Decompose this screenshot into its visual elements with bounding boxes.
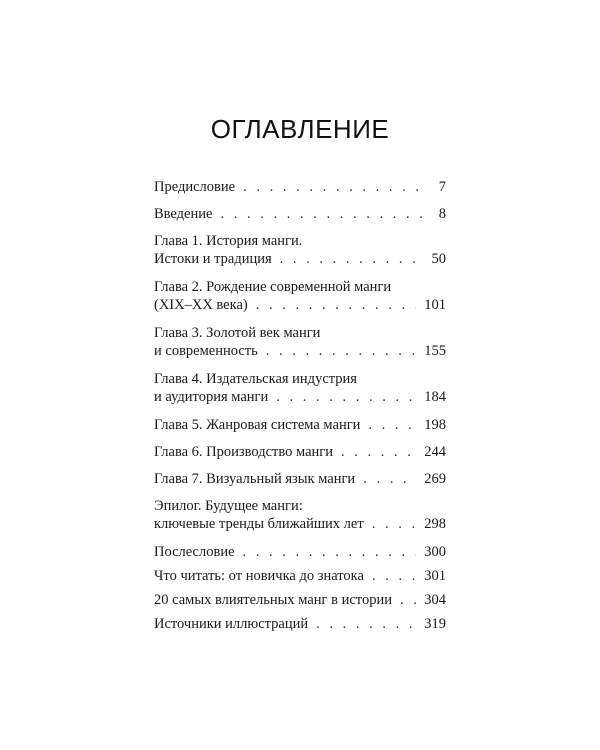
- toc-entry: [154, 567, 446, 585]
- toc-entry-row: [154, 615, 446, 633]
- toc-entry-title: Введение: [154, 206, 213, 222]
- toc-page-number: 198: [424, 417, 446, 433]
- toc-entry: [154, 232, 446, 268]
- toc-page-number: 269: [424, 471, 446, 487]
- toc-page-number: 101: [424, 297, 446, 313]
- table-of-contents: [154, 178, 446, 639]
- dot-leader: [276, 388, 416, 406]
- toc-page-number: 301: [424, 568, 446, 584]
- toc-entry-title: Послесловие: [154, 544, 235, 560]
- toc-entry-row: [154, 250, 446, 268]
- toc-page-number: 298: [424, 516, 446, 532]
- toc-entry-row: [154, 591, 446, 609]
- toc-entry-row: [154, 342, 446, 360]
- toc-entry-row: [154, 515, 446, 533]
- toc-entry-title: и современность: [154, 343, 258, 359]
- dot-leader: [400, 591, 416, 609]
- toc-entry: [154, 324, 446, 360]
- toc-entry-row: [154, 178, 446, 196]
- toc-entry-title-line: Глава 2. Рождение современной манги: [154, 279, 392, 295]
- toc-entry: [154, 591, 446, 609]
- toc-entry: [154, 443, 446, 461]
- dot-leader: [341, 443, 416, 461]
- toc-entry: [154, 178, 446, 196]
- toc-entry-title: Предисловие: [154, 179, 236, 195]
- toc-entry-title-line: Глава 4. Издательская индустрия: [154, 371, 357, 387]
- toc-entry-row: [154, 543, 446, 561]
- toc-entry: [154, 416, 446, 434]
- toc-page-number: 184: [424, 389, 446, 405]
- toc-page-number: 300: [424, 544, 446, 560]
- toc-entry: [154, 370, 446, 406]
- toc-entry-row: [154, 470, 446, 488]
- dot-leader: [372, 515, 417, 533]
- dot-leader: [266, 342, 417, 360]
- toc-entry-title: Глава 7. Визуальный язык манги: [154, 471, 356, 487]
- toc-page-number: 244: [424, 444, 446, 460]
- toc-entry-row: [154, 443, 446, 461]
- page-title: ОГЛАВЛЕНИЕ: [210, 114, 390, 144]
- toc-entry-title: и аудитория манги: [154, 389, 269, 405]
- toc-entry-row: [154, 388, 446, 406]
- toc-page-number: 50: [431, 251, 446, 267]
- toc-entry: [154, 615, 446, 633]
- toc-entry-title: Источники иллюстраций: [154, 616, 309, 632]
- toc-entry-title: Глава 6. Производство манги: [154, 444, 333, 460]
- toc-entry-title-line: Глава 1. История манги.: [154, 233, 303, 249]
- toc-entry: [154, 543, 446, 561]
- dot-leader: [280, 250, 424, 268]
- toc-page-number: 7: [438, 179, 446, 195]
- toc-page-number: 319: [424, 616, 446, 632]
- dot-leader: [243, 178, 424, 196]
- toc-entry: [154, 205, 446, 223]
- dot-leader: [256, 296, 417, 314]
- toc-entry-title: ключевые тренды ближайших лет: [154, 516, 364, 532]
- toc-page-number: 304: [424, 592, 446, 608]
- dot-leader: [372, 567, 416, 585]
- toc-entry: [154, 497, 446, 533]
- toc-entry-row: [154, 205, 446, 223]
- toc-entry-row: [154, 416, 446, 434]
- toc-entry: [154, 278, 446, 314]
- toc-entry-title-line: Эпилог. Будущее манги:: [154, 498, 303, 514]
- toc-entry-title: (XIX–XX века): [154, 297, 248, 313]
- dot-leader: [243, 543, 417, 561]
- toc-page-number: 155: [424, 343, 446, 359]
- toc-entry-row: [154, 296, 446, 314]
- toc-entry-row: [154, 567, 446, 585]
- dot-leader: [363, 470, 416, 488]
- dot-leader: [368, 416, 416, 434]
- toc-entry: [154, 470, 446, 488]
- toc-entry-title: Глава 5. Жанровая система манги: [154, 417, 361, 433]
- dot-leader: [220, 205, 424, 223]
- toc-page-number: 8: [438, 206, 446, 222]
- toc-entry-title: Что читать: от новичка до знатока: [154, 568, 364, 584]
- dot-leader: [316, 615, 416, 633]
- toc-entry-title-line: Глава 3. Золотой век манги: [154, 325, 321, 341]
- toc-entry-title: 20 самых влиятельных манг в истории: [154, 592, 392, 608]
- toc-entry-title: Истоки и традиция: [154, 251, 272, 267]
